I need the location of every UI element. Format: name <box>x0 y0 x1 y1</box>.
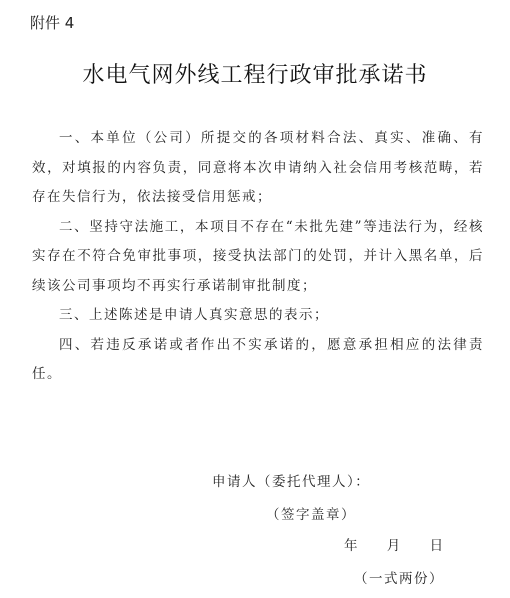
commitment-paragraph-2: 二、坚持守法施工，本项目不存在“未批先建”等违法行为，经核实存在不符合免审批事项，接受执法部门的处罚，并计入黑名单，后续该公司事项均不再实行承诺制审批制度； <box>32 218 484 294</box>
attachment-label: 附件 4 <box>30 14 75 32</box>
date-line: 年 月 日 <box>344 538 445 554</box>
commitment-body <box>32 124 484 390</box>
commitment-paragraph-4: 四、若违反承诺或者作出不实承诺的，愿意承担相应的法律责任。 <box>32 336 484 382</box>
document-title: 水电气网外线工程行政审批承诺书 <box>82 63 428 88</box>
signature-stamp-note: （签字盖章） <box>266 507 356 523</box>
applicant-label: 申请人（委托代理人）： <box>212 474 371 490</box>
commitment-paragraph-1: 一、本单位（公司）所提交的各项材料合法、真实、准确、有效，对填报的内容负责，同意将本次申请纳入社会信用考核范畴，若存在失信行为，依法接受信用惩戒； <box>32 130 484 205</box>
commitment-paragraph-3: 三、上述陈述是申请人真实意思的表示； <box>59 307 329 323</box>
copies-note: （一式两份） <box>354 571 444 587</box>
